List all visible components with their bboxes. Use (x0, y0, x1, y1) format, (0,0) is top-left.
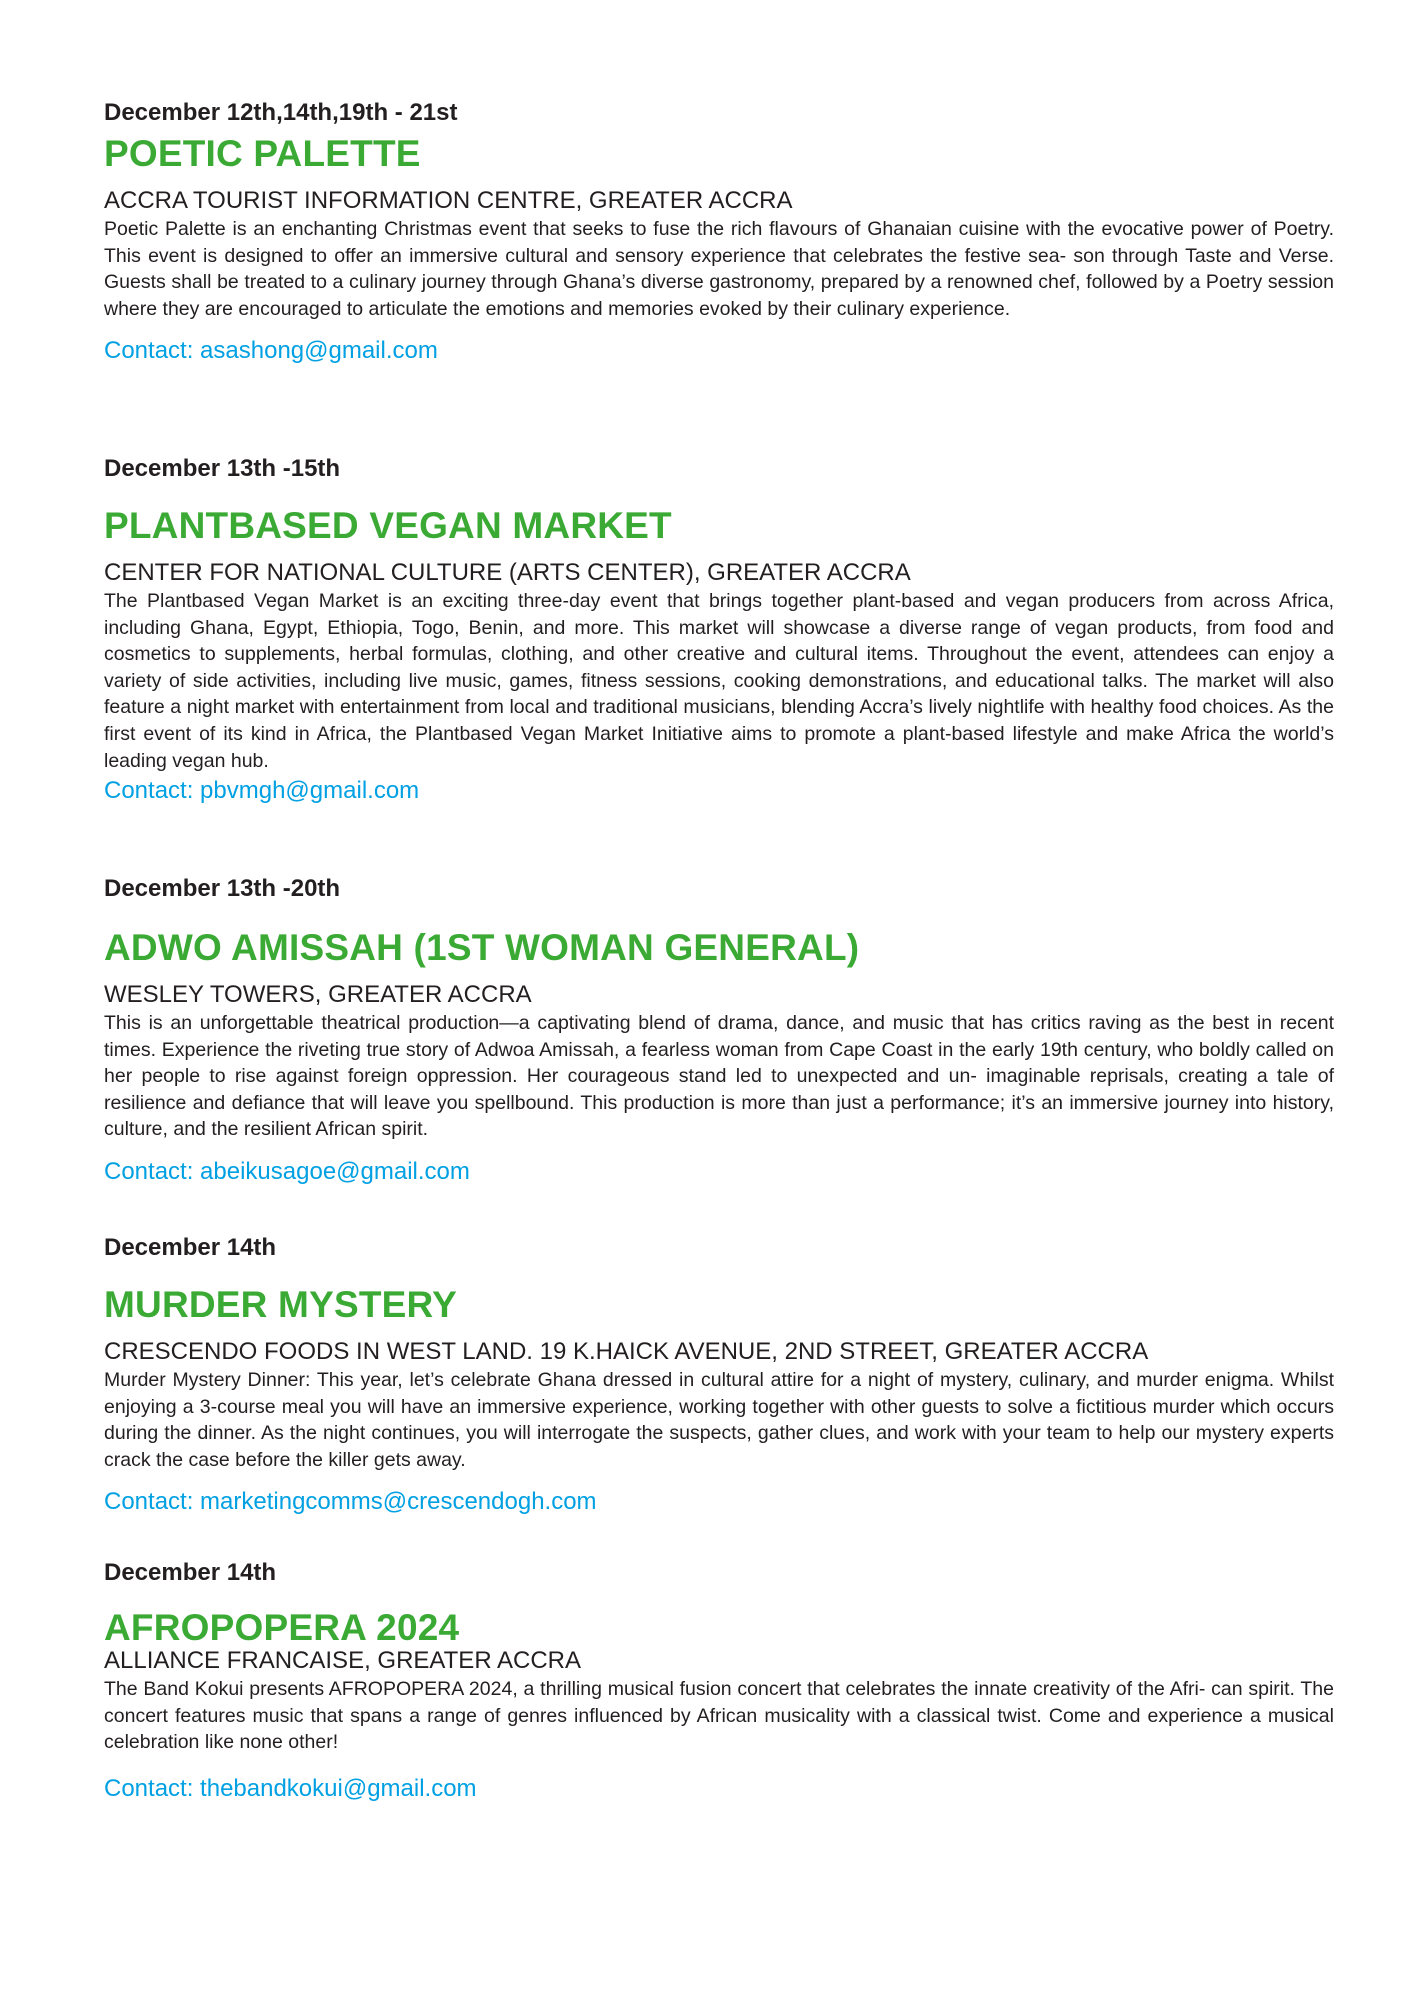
event-contact[interactable]: Contact: abeikusagoe@gmail.com (104, 1157, 470, 1185)
event-date: December 13th -15th (104, 455, 341, 482)
event-date: December 14th (104, 1234, 277, 1261)
event-title: AFROPOPERA 2024 (104, 1607, 460, 1648)
event-description: Poetic Palette is an enchanting Christmas event that seeks to fuse the rich flavours of Ghanaian cuisine with the evocative power of Poetry. This event is designed to offer an immersive cultural and sensory experience that celebrates the festive sea- son through Taste and Verse. Guests shall be treated to a culinary journey through Ghana’s diverse gastronomy, prepared by a renowned chef, followed by a Poetry session where they are encouraged to articulate the emotions and memories evoked by their culinary experience. (104, 218, 1334, 320)
event-description: The Band Kokui presents AFROPOPERA 2024, a thrilling musical fusion concert that celebrates the innate creativity of the Afri- can spirit. The concert features music that spans a range of genres influenced by African musicality with a classical twist. Come and experience a musical celebration like none other! (104, 1678, 1334, 1754)
event-venue: CRESCENDO FOODS IN WEST LAND. 19 K.HAICK AVENUE, 2ND STREET, GREATER ACCRA (104, 1338, 1149, 1365)
event-contact[interactable]: Contact: marketingcomms@crescendogh.com (104, 1488, 597, 1516)
event-contact[interactable]: Contact: thebandkokui@gmail.com (104, 1774, 477, 1802)
event-date: December 12th,14th,19th - 21st (104, 99, 458, 126)
event-murder-mystery (104, 1233, 1334, 1517)
event-date: December 14th (104, 1559, 277, 1586)
event-contact[interactable]: Contact: pbvmgh@gmail.com (104, 777, 420, 805)
event-title: MURDER MYSTERY (104, 1284, 457, 1325)
event-afropopera-2024 (104, 1558, 1334, 1804)
event-venue: ACCRA TOURIST INFORMATION CENTRE, GREATER ACCRA (104, 187, 793, 214)
event-venue: ALLIANCE FRANCAISE, GREATER ACCRA (104, 1647, 581, 1674)
event-poetic-palette (104, 98, 1334, 366)
event-title: ADWO AMISSAH (1ST WOMAN GENERAL) (104, 927, 860, 968)
event-description: This is an unforgettable theatrical production—a captivating blend of drama, dance, and music that has critics raving as the best in recent times. Experience the riveting true story of Adwoa Amissah, a fearless woman from Cape Coast in the early 19th century, who boldly called on her people to rise against foreign oppression. Her courageous stand led to unexpected and un- imaginable reprisals, creating a tale of resilience and defiance that will leave you spellbound. This production is more than just a performance; it’s an immersive journey into history, culture, and the resilient African spirit. (104, 1012, 1334, 1141)
event-plantbased-vegan-market (104, 454, 1334, 806)
event-description: Murder Mystery Dinner: This year, let’s celebrate Ghana dressed in cultural attire for a night of mystery, culinary, and murder enigma. Whilst enjoying a 3-course meal you will have an immersive experience, working together with other guests to solve a fictitious murder which occurs during the dinner. As the night continues, you will interrogate the suspects, gather clues, and work with your team to help our mystery experts crack the case before the killer gets away. (104, 1369, 1334, 1471)
event-adwo-amissah (104, 874, 1334, 1187)
event-venue: CENTER FOR NATIONAL CULTURE (ARTS CENTER), GREATER ACCRA (104, 559, 911, 586)
event-contact[interactable]: Contact: asashong@gmail.com (104, 337, 438, 365)
event-title: PLANTBASED VEGAN MARKET (104, 505, 672, 546)
event-venue: WESLEY TOWERS, GREATER ACCRA (104, 981, 532, 1008)
event-description: The Plantbased Vegan Market is an exciting three-day event that brings together plant-based and vegan producers from across Africa, including Ghana, Egypt, Ethiopia, Togo, Benin, and more. This market will showcase a diverse range of vegan products, from food and cosmetics to supplements, herbal formulas, clothing, and other creative and cultural items. Throughout the event, attendees can enjoy a variety of side activities, including live music, games, fitness sessions, cooking demonstrations, and educational talks. The market will also feature a night market with entertainment from local and traditional musicians, blending Accra’s lively nightlife with healthy food choices. As the first event of its kind in Africa, the Plantbased Vegan Market Initiative aims to promote a plant-based lifestyle and make Africa the world’s leading vegan hub. (104, 590, 1334, 772)
event-title: POETIC PALETTE (104, 133, 421, 174)
event-date: December 13th -20th (104, 875, 341, 902)
